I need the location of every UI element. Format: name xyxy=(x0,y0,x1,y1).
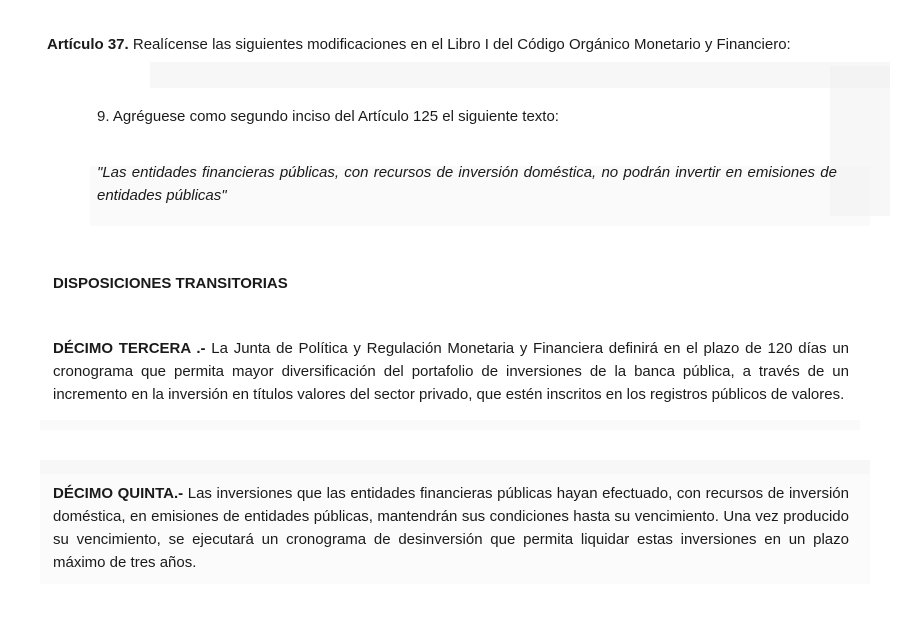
article-37-text: Realícense las siguientes modificaciones en el Libro I del Código Orgánico Monetario y Financiero: xyxy=(132,36,791,53)
article-37-label: Artículo 37. xyxy=(47,36,129,53)
section-heading: DISPOSICIONES TRANSITORIAS xyxy=(53,275,288,292)
decimo-quinta-paragraph xyxy=(53,482,849,574)
decimo-tercera-paragraph xyxy=(53,337,849,406)
scan-artifact xyxy=(150,62,890,88)
item-9-text: 9. Agréguese como segundo inciso del Artículo 125 el siguiente texto: xyxy=(97,108,559,125)
item-9-paragraph xyxy=(97,105,857,128)
decimo-tercera-label: DÉCIMO TERCERA .- xyxy=(53,340,206,357)
quoted-text-paragraph xyxy=(97,161,837,207)
decimo-quinta-text: Las inversiones que las entidades financieras públicas hayan efectuado, con recursos de inversión doméstica, en emisiones de entidades públicas, mantendrán sus condiciones hasta su vencimiento. Una vez producido su vencimiento, se ejecutará un cronograma de desinversión que permita liquidar estas inversiones en un plazo máximo de tres años. xyxy=(53,485,849,571)
scan-artifact xyxy=(40,460,870,474)
decimo-tercera-text: La Junta de Política y Regulación Monetaria y Financiera definirá en el plazo de 120 días un cronograma que permita mayor diversificación del portafolio de inversiones de la banca pública, a través de un incremento en la inversión en títulos valores del sector privado, que estén inscritos en los registros públicos de valores. xyxy=(53,340,850,403)
article-37-paragraph xyxy=(47,33,867,56)
quoted-text: "Las entidades financieras públicas, con recursos de inversión doméstica, no podrán invertir en emisiones de entidades públicas" xyxy=(97,164,837,204)
decimo-quinta-label: DÉCIMO QUINTA.- xyxy=(53,485,184,502)
scan-artifact xyxy=(40,420,860,430)
